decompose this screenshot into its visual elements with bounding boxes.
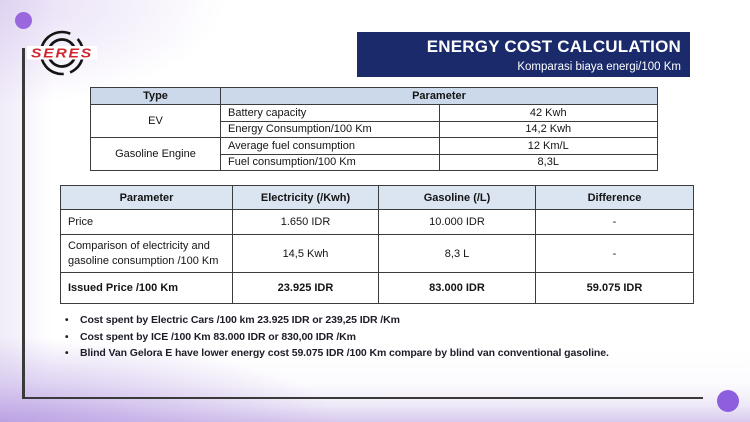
table-row [91,138,658,155]
spec-param-name: Energy Consumption/100 Km [221,121,440,138]
spec-type-ev: EV [91,105,221,138]
cost-table-header-row [61,186,694,210]
cost-row-difference: - [536,235,694,273]
cost-row-parameter: Issued Price /100 Km [61,273,233,304]
spec-table [90,87,658,171]
spec-header-parameter: Parameter [221,88,658,105]
cost-header-electricity: Electricity (/Kwh) [233,186,379,210]
decorative-dot-bottom-right [717,390,739,412]
cost-header-gasoline: Gasoline (/L) [379,186,536,210]
table-row [61,210,694,235]
table-row [61,273,694,304]
note-item: • Cost spent by Electric Cars /100 km 23.925 IDR or 239,25 IDR /Km [62,314,698,327]
cost-header-difference: Difference [536,186,694,210]
page-title: ENERGY COST CALCULATION [426,37,681,56]
cost-table [60,185,694,304]
left-frame-line [22,48,25,399]
seres-logo [27,21,97,85]
cost-row-electricity: 14,5 Kwh [233,235,379,273]
table-row [91,105,658,122]
spec-param-value: 42 Kwh [439,105,658,122]
spec-table-header-row [91,88,658,105]
title-banner [357,32,690,77]
table-row [61,235,694,273]
bottom-frame-line [22,397,703,400]
spec-param-name: Battery capacity [221,105,440,122]
notes-list [62,314,698,364]
spec-param-name: Fuel consumption/100 Km [221,154,440,171]
page-subtitle: Komparasi biaya energi/100 Km [517,61,681,73]
spec-param-value: 12 Km/L [439,138,658,155]
cost-row-parameter: Price [61,210,233,235]
cost-header-parameter: Parameter [61,186,233,210]
seres-logo-text: SERES [31,45,93,61]
cost-row-electricity: 1.650 IDR [233,210,379,235]
spec-param-value: 14,2 Kwh [439,121,658,138]
cost-row-gasoline: 10.000 IDR [379,210,536,235]
cost-row-electricity: 23.925 IDR [233,273,379,304]
cost-row-gasoline: 83.000 IDR [379,273,536,304]
spec-param-name: Average fuel consumption [221,138,440,155]
spec-type-gasoline: Gasoline Engine [91,138,221,171]
spec-header-type: Type [91,88,221,105]
spec-param-value: 8,3L [439,154,658,171]
note-item: • Cost spent by ICE /100 Km 83.000 IDR or 830,00 IDR /Km [62,331,698,344]
cost-row-gasoline: 8,3 L [379,235,536,273]
cost-row-difference: 59.075 IDR [536,273,694,304]
note-item: • Blind Van Gelora E have lower energy cost 59.075 IDR /100 Km compare by blind van conventional gasoline. [62,347,698,360]
cost-row-parameter: Comparison of electricity and gasoline consumption /100 Km [61,235,233,273]
cost-row-difference: - [536,210,694,235]
seres-logo-icon [27,21,97,85]
